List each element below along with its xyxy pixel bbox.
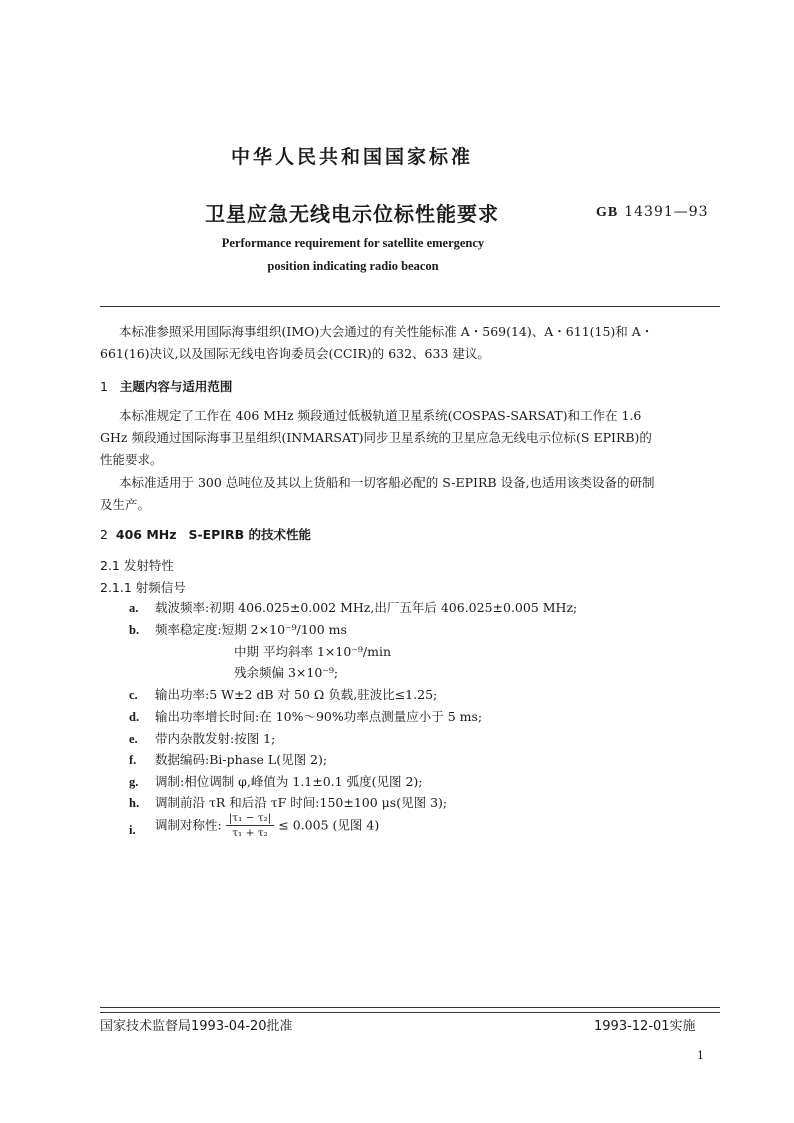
document-title-en-line1: Performance requirement for satellite emergency: [221, 236, 485, 250]
page-number: 1: [697, 1049, 704, 1062]
section-1-p1-line-3: 性能要求。: [100, 452, 163, 467]
item-e-label: e.: [129, 732, 138, 746]
item-i-formula: [155, 811, 379, 840]
item-h-label: h.: [129, 796, 140, 810]
section-2-number: 2: [100, 527, 108, 542]
item-h-text: 调制前沿 τR 和后沿 τF 时间:150±100 μs(见图 3);: [155, 795, 448, 810]
item-a-text: 载波频率:初期 406.025±0.002 MHz,出厂五年后 406.025±0.005 MHz;: [155, 600, 578, 615]
intro-line-2: 661(16)决议,以及国际无线电咨询委员会(CCIR)的 632、633 建议。: [100, 346, 490, 361]
document-title-cn: 卫星应急无线电示位标性能要求: [205, 202, 499, 226]
fraction-denominator: τ₁ + τ₂: [232, 827, 268, 839]
section-2-title-freq: 406 MHz: [115, 527, 177, 542]
approval-date: 国家技术监督局1993-04-20批准: [100, 1019, 293, 1034]
item-b-text-1: 频率稳定度:短期 2×10⁻⁹/100 ms: [155, 622, 347, 637]
item-b-text-3: 残余频偏 3×10⁻⁹;: [234, 665, 339, 680]
section-2-title: S-EPIRB 的技术性能: [188, 527, 311, 542]
item-b-label: b.: [129, 623, 140, 637]
item-g-text: 调制:相位调制 φ,峰值为 1.1±0.1 弧度(见图 2);: [155, 774, 423, 789]
gb-number: 14391—93: [624, 204, 709, 220]
gb-standard-code: [596, 204, 709, 221]
fraction-numerator: |τ₁ − τ₂|: [226, 811, 275, 826]
intro-line-1: 本标准参照采用国际海事组织(IMO)大会通过的有关性能标准 A・569(14)、A・611(15)和 A・: [119, 324, 654, 339]
item-c-text: 输出功率:5 W±2 dB 对 50 Ω 负载,驻波比≤1.25;: [155, 687, 438, 702]
item-i-suffix: ≤ 0.005 (见图 4): [278, 817, 380, 833]
item-i-prefix: 调制对称性:: [155, 817, 222, 833]
item-b-text-2: 中期 平均斜率 1×10⁻⁹/min: [234, 644, 392, 659]
document-title-en-line2: position indicating radio beacon: [267, 259, 439, 273]
symmetry-fraction: [226, 811, 275, 840]
footer-divider-top: [100, 1007, 720, 1008]
national-standard-heading: 中华人民共和国国家标准: [230, 146, 473, 168]
subsection-2-1: 2.1 发射特性: [100, 558, 174, 573]
implementation-date: 1993-12-01实施: [594, 1019, 696, 1034]
item-g-label: g.: [129, 775, 139, 789]
section-1-p1-line-1: 本标准规定了工作在 406 MHz 频段通过低极轨道卫星系统(COSPAS-SARSAT)和工作在 1.6: [119, 408, 642, 423]
section-1-p2-line-2: 及生产。: [100, 497, 151, 512]
section-1-p2-line-1: 本标准适用于 300 总吨位及其以上货船和一切客船必配的 S-EPIRB 设备,也适用该类设备的研制: [119, 475, 655, 490]
item-f-label: f.: [129, 753, 137, 767]
item-f-text: 数据编码:Bi-phase L(见图 2);: [155, 752, 328, 767]
item-i-label: i.: [129, 823, 136, 837]
footer-divider-bottom: [100, 1012, 720, 1013]
item-c-label: c.: [129, 688, 138, 702]
section-1-number: 1: [100, 379, 108, 394]
section-2-heading: [100, 525, 311, 543]
section-1-heading: [100, 377, 232, 395]
gb-prefix: GB: [596, 205, 619, 220]
item-d-text: 输出功率增长时间:在 10%～90%功率点测量应小于 5 ms;: [155, 709, 483, 724]
item-a-label: a.: [129, 601, 139, 615]
item-d-label: d.: [129, 710, 140, 724]
section-1-title: 主题内容与适用范围: [119, 379, 233, 394]
header-divider: [100, 306, 720, 307]
item-e-text: 带内杂散发射:按图 1;: [155, 731, 276, 746]
subsection-2-1-1: 2.1.1 射频信号: [100, 580, 186, 595]
section-1-p1-line-2: GHz 频段通过国际海事卫星组织(INMARSAT)同步卫星系统的卫星应急无线电示位标(S EPIRB)的: [100, 430, 652, 445]
